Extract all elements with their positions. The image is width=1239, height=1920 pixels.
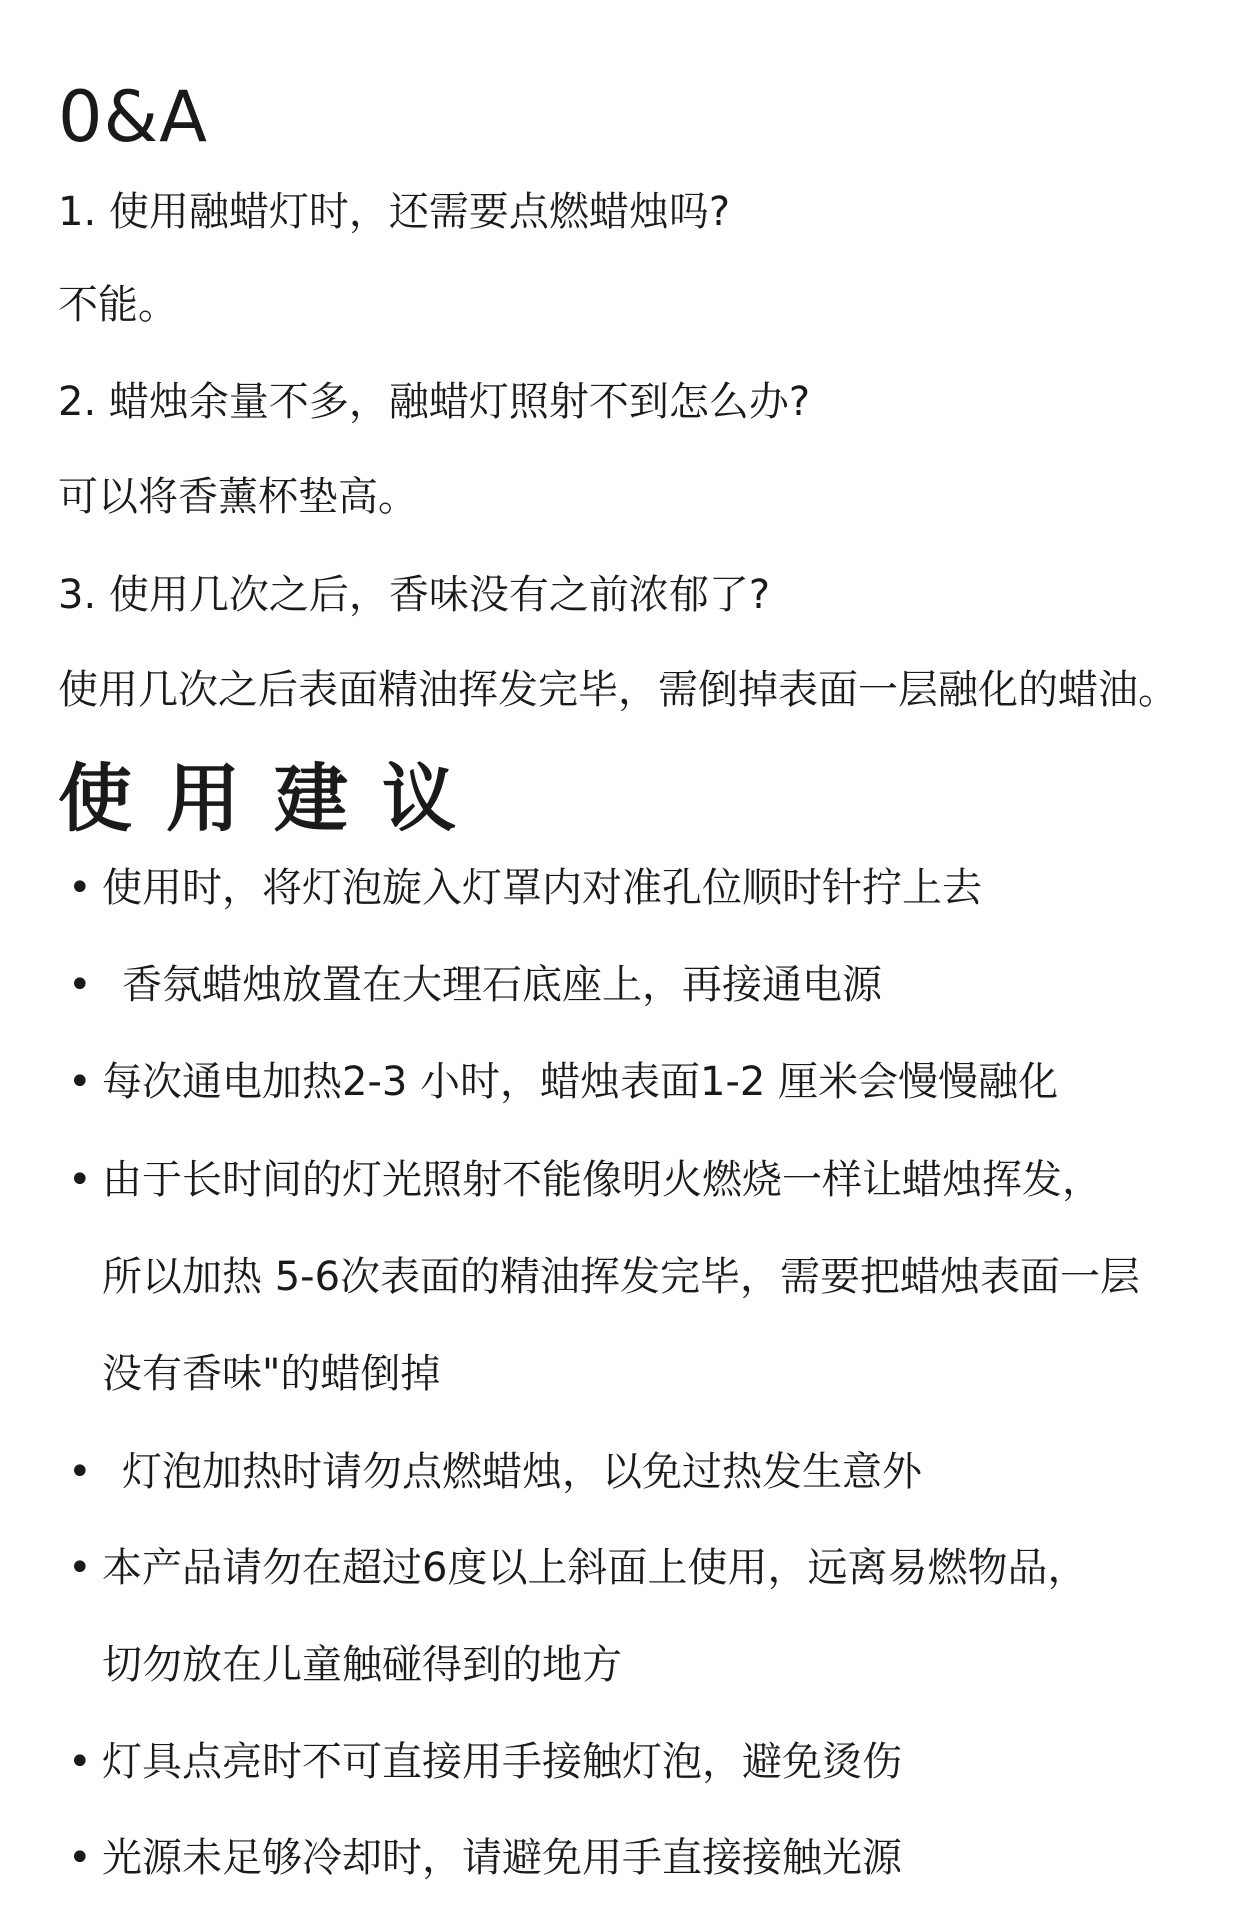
qa-title: 0&A [58, 76, 209, 158]
tip-text: 灯泡加热时请勿点燃蜡烛，以免过热发生意外 [122, 1449, 922, 1495]
tip-item-4-continuation: 没有香味"的蜡倒掉 [102, 1351, 441, 1397]
bullet-icon: • [68, 1835, 92, 1881]
bullet-icon: • [68, 1157, 92, 1203]
qa-question-1: 1. 使用融蜡灯时，还需要点燃蜡烛吗? [58, 189, 731, 235]
tip-text: 使用时，将灯泡旋入灯罩内对准孔位顺时针拧上去 [102, 865, 982, 911]
tip-text: 香氛蜡烛放置在大理石底座上，再接通电源 [122, 962, 882, 1008]
bullet-icon: • [68, 865, 92, 911]
bullet-icon: • [68, 1545, 92, 1591]
qa-answer-1: 不能。 [58, 282, 178, 328]
tip-item-4-continuation: 所以加热 5-6次表面的精油挥发完毕，需要把蜡烛表面一层 [102, 1254, 1141, 1300]
tip-text: 光源未足够冷却时，请避免用手直接接触光源 [102, 1835, 902, 1881]
tip-item-6-continuation: 切勿放在儿童触碰得到的地方 [102, 1642, 622, 1688]
qa-question-2: 2. 蜡烛余量不多，融蜡灯照射不到怎么办? [58, 379, 811, 425]
bullet-icon: • [68, 962, 92, 1008]
qa-answer-3: 使用几次之后表面精油挥发完毕，需倒掉表面一层融化的蜡油。 [58, 667, 1178, 713]
bullet-icon: • [68, 1449, 92, 1495]
tip-text: 灯具点亮时不可直接用手接触灯泡，避免烫伤 [102, 1739, 902, 1785]
tip-text: 本产品请勿在超过6度以上斜面上使用，远离易燃物品， [102, 1545, 1088, 1591]
qa-question-3: 3. 使用几次之后，香味没有之前浓郁了? [58, 572, 771, 618]
qa-answer-2: 可以将香薰杯垫高。 [58, 474, 418, 520]
bullet-icon: • [68, 1059, 92, 1105]
bullet-icon: • [68, 1739, 92, 1785]
tip-text: 由于长时间的灯光照射不能像明火燃烧一样让蜡烛挥发， [102, 1157, 1102, 1203]
tip-text: 每次通电加热2-3 小时，蜡烛表面1-2 厘米会慢慢融化 [102, 1059, 1059, 1105]
section-title-usage-tips: 使用建议 [58, 756, 490, 842]
